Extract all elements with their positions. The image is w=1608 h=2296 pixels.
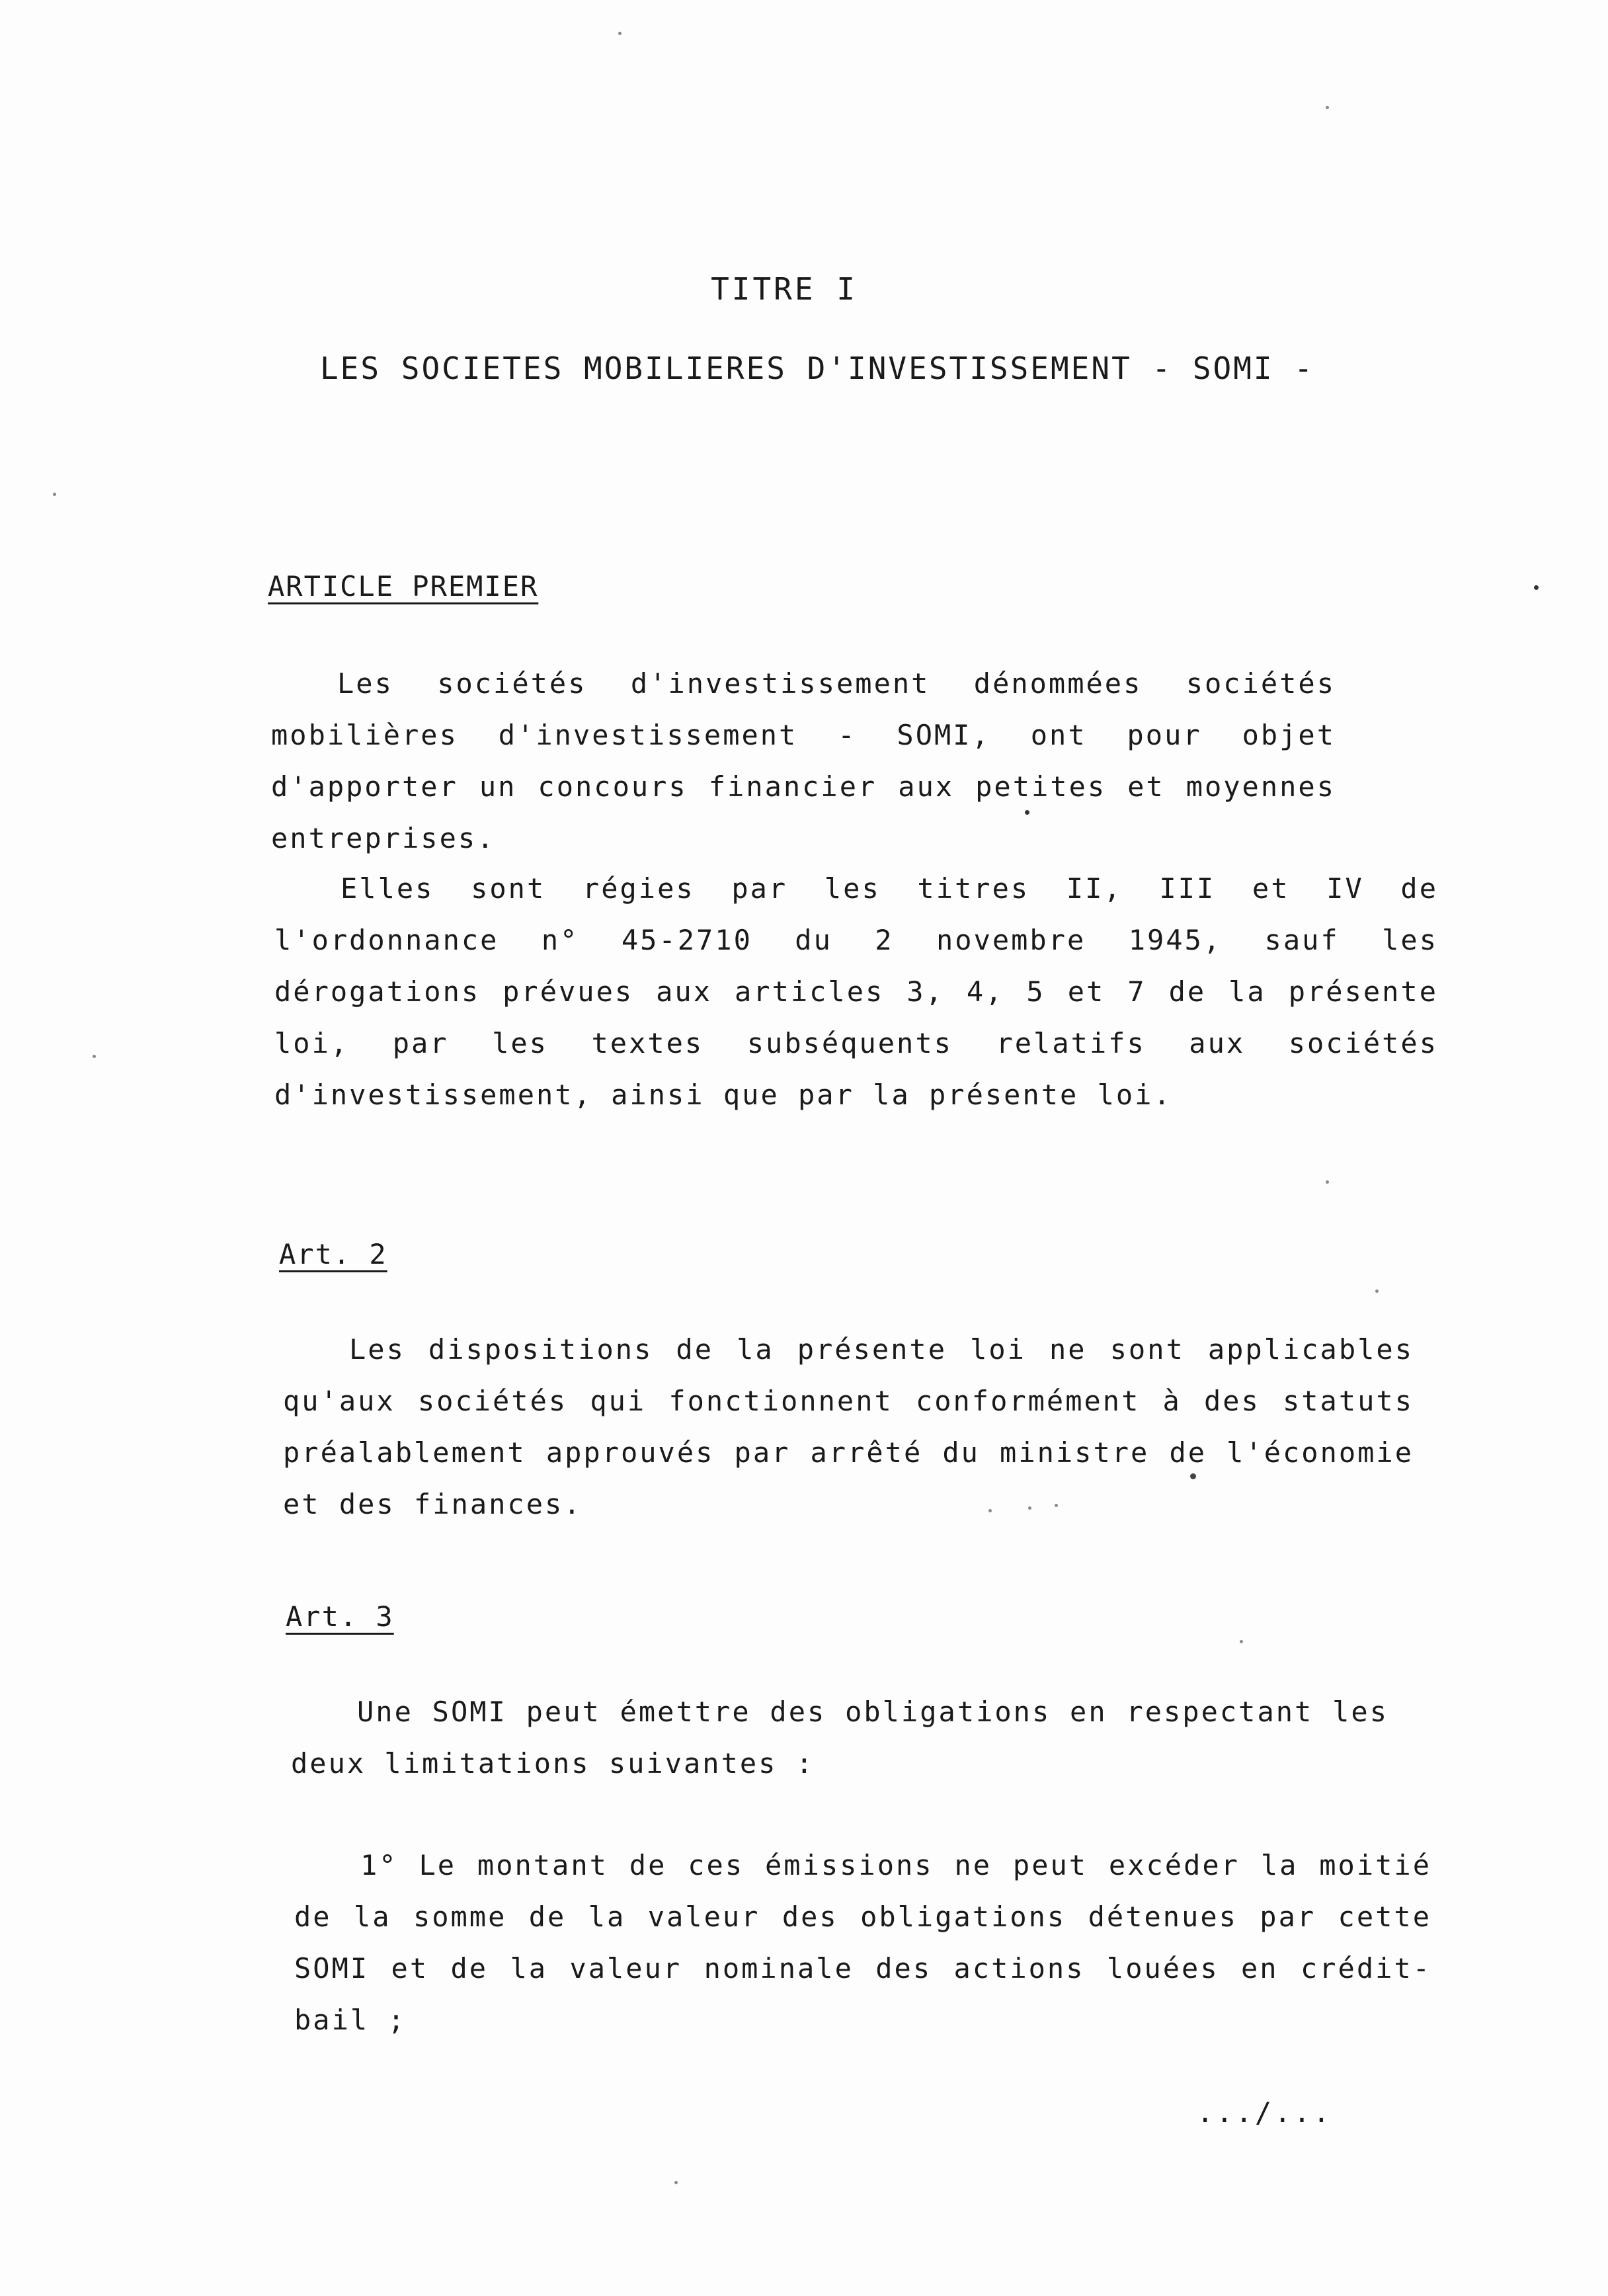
continuation-mark: .../... <box>1197 2096 1333 2129</box>
scan-speck <box>1326 106 1329 109</box>
article-1-heading: ARTICLE PREMIER <box>268 570 539 602</box>
scan-speck <box>1055 1504 1058 1507</box>
scan-speck <box>1025 810 1029 815</box>
article-3-paragraph-2-text: 1° Le montant de ces émissions ne peut excéder la moitié de la somme de la valeur des obligations détenues par cette SOMI et de la valeur nominale des actions louées en crédit-bail ; <box>294 1849 1431 2036</box>
scan-speck <box>1190 1473 1196 1479</box>
article-3-paragraph-1-text: Une SOMI peut émettre des obligations en respectant les deux limitations suivantes : <box>291 1696 1388 1780</box>
article-1-paragraph-1 <box>271 658 1336 864</box>
scan-speck <box>618 32 622 35</box>
article-1-paragraph-2 <box>274 863 1438 1121</box>
scan-speck <box>988 1509 992 1512</box>
article-2-paragraph-1 <box>283 1324 1414 1530</box>
article-1-paragraph-1-text: Les sociétés d'investissement dénommées sociétés mobilières d'investissement - SOMI, ont pour objet d'apporter un concours financier aux petites et moyennes entreprises. <box>271 667 1336 854</box>
scan-speck <box>1375 1290 1379 1293</box>
scan-speck <box>1240 1640 1243 1643</box>
article-2-paragraph-1-text: Les dispositions de la présente loi ne sont applicables qu'aux sociétés qui fonctionnent conformément à des statuts préalablement approuvés par arrêté du ministre de l'économie et des finances. <box>283 1333 1414 1520</box>
scan-speck <box>1326 1180 1329 1184</box>
article-3-heading: Art. 3 <box>286 1600 394 1633</box>
scan-speck <box>674 2181 678 2184</box>
article-2-heading: Art. 2 <box>279 1238 387 1270</box>
document-title: TITRE I <box>711 271 858 307</box>
scan-speck <box>1534 585 1539 590</box>
article-1-paragraph-2-text: Elles sont régies par les titres II, III et IV de l'ordonnance n° 45-2710 du 2 novembre 1945, sauf les dérogations prévues aux articles 3, 4, 5 et 7 de la présente loi, par les textes subséquents relatifs aux sociétés d'investissement, ainsi que par la présente loi. <box>274 872 1438 1111</box>
scan-speck <box>1028 1506 1031 1510</box>
document-subtitle: LES SOCIETES MOBILIERES D'INVESTISSEMENT - SOMI - <box>319 350 1315 386</box>
article-3-paragraph-2 <box>294 1840 1431 2046</box>
article-3-paragraph-1 <box>291 1686 1388 1789</box>
scan-speck <box>53 493 56 496</box>
scan-speck <box>93 1055 96 1058</box>
